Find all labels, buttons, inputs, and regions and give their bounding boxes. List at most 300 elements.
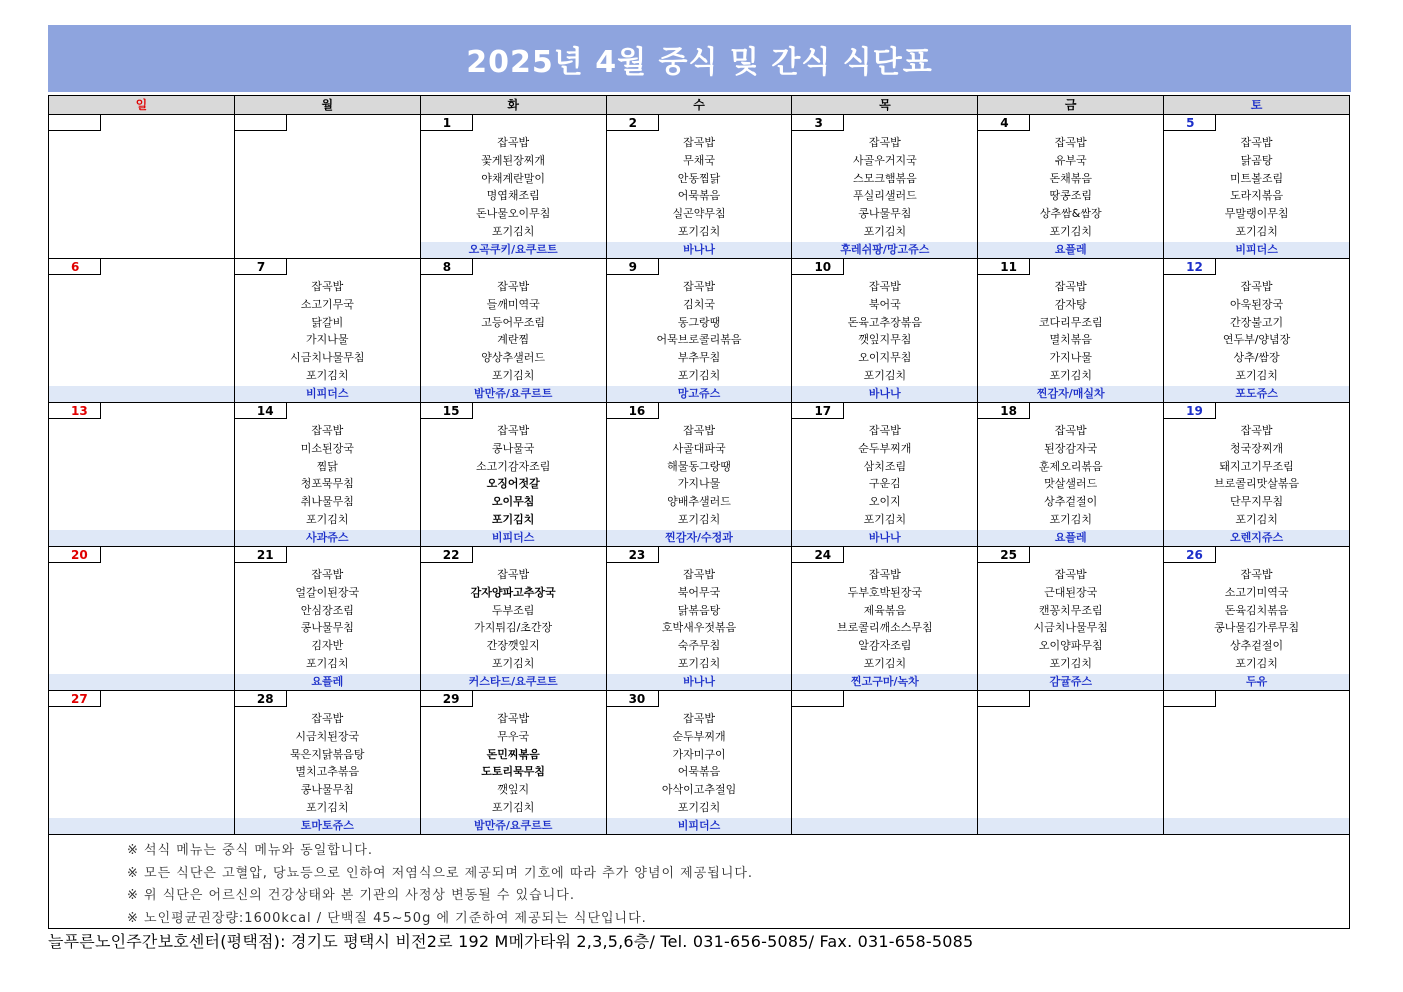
menu-item: 묵은지닭볶음탕	[290, 747, 365, 761]
day-number: 20	[49, 547, 101, 563]
menu-item: 청포묵무침	[300, 477, 354, 491]
menu-item: 포기김치	[677, 656, 721, 670]
weekday-label: 일	[49, 96, 235, 114]
menu-item: 훈제오리볶음	[1038, 459, 1103, 473]
menu-item: 무말랭이무침	[1224, 207, 1289, 221]
day-number: 18	[978, 403, 1030, 419]
menu-item: 브로콜리맛살볶음	[1214, 477, 1300, 491]
day-number	[1164, 691, 1216, 707]
menu-item: 잡곡밥	[868, 568, 901, 581]
menu-item: 돈채볶음	[1049, 171, 1092, 185]
menu-item: 포기김치	[677, 512, 721, 526]
menu-item: 깻잎지무침	[858, 333, 912, 347]
menu-item: 감자탕	[1054, 297, 1087, 311]
day-cell	[792, 691, 978, 834]
menu-item: 브로콜리깨소스무침	[837, 621, 933, 635]
menu-item: 소고기감자조림	[475, 459, 551, 473]
menu-list	[792, 422, 977, 529]
menu-list	[1164, 422, 1349, 529]
day-number: 24	[792, 547, 844, 563]
snack-item	[49, 530, 234, 546]
snack-item: 찐감자/수정과	[607, 530, 792, 546]
menu-item: 순두부찌개	[672, 729, 726, 743]
day-number: 5	[1164, 115, 1216, 131]
menu-item: 포기김치	[677, 368, 721, 382]
menu-item: 오이지	[868, 495, 901, 509]
menu-item: 잡곡밥	[683, 280, 715, 293]
menu-list	[235, 566, 420, 673]
menu-item: 북어무국	[677, 585, 721, 599]
menu-item: 시금치나물무침	[290, 351, 365, 365]
day-number: 10	[792, 259, 844, 275]
menu-item: 알감자조림	[858, 639, 912, 653]
menu-item: 소고기미역국	[1224, 585, 1289, 599]
menu-item: 멸치고추볶음	[295, 765, 360, 779]
menu-item: 간장불고기	[1230, 315, 1284, 329]
menu-item: 포기김치	[863, 656, 907, 670]
menu-item: 잡곡밥	[683, 712, 715, 725]
snack-item: 비피더스	[421, 530, 606, 546]
menu-list	[421, 134, 606, 241]
menu-item: 잡곡밥	[1054, 568, 1087, 581]
menu-list	[421, 710, 606, 817]
note-1: ※ 석식 메뉴는 중식 메뉴와 동일합니다.	[127, 843, 374, 858]
menu-item: 상추/쌈장	[1233, 351, 1280, 365]
menu-item: 포기김치	[491, 512, 535, 526]
day-number: 6	[49, 259, 101, 275]
menu-item: 순두부찌개	[858, 441, 912, 455]
menu-item: 단무지무침	[1230, 495, 1284, 509]
weekday-header	[49, 96, 1349, 115]
menu-item: 포기김치	[863, 224, 907, 238]
snack-item: 커스타드/요쿠르트	[421, 674, 606, 690]
snack-item: 밤만쥬/요쿠르트	[421, 818, 606, 834]
menu-item: 해물동그랑땡	[667, 459, 731, 473]
menu-item: 꽃게된장찌개	[481, 153, 546, 167]
menu-item: 삼치조림	[863, 459, 907, 473]
menu-item: 푸실리샐러드	[852, 189, 917, 203]
menu-list	[1164, 134, 1349, 241]
menu-item: 된장감자국	[1044, 441, 1098, 455]
day-cell	[1164, 259, 1349, 402]
menu-item: 양상추샐러드	[481, 351, 546, 365]
menu-item: 구운김	[868, 477, 901, 491]
menu-item: 어묵볶음	[677, 765, 721, 779]
menu-item: 잡곡밥	[311, 568, 344, 581]
day-cell	[421, 547, 607, 690]
week-row	[49, 403, 1349, 547]
day-cell	[978, 115, 1164, 258]
snack-item: 요플레	[235, 674, 420, 690]
snack-item: 포도쥬스	[1164, 386, 1349, 402]
menu-list	[978, 566, 1163, 673]
menu-item: 김치국	[683, 297, 715, 311]
day-number	[49, 115, 101, 131]
snack-item	[978, 818, 1163, 834]
note-3: ※ 위 식단은 어르신의 건강상태와 본 기관의 사정상 변동될 수 있습니다.	[127, 888, 575, 904]
menu-item: 포기김치	[1049, 512, 1092, 526]
snack-item: 감귤쥬스	[978, 674, 1163, 690]
menu-item: 호박새우젓볶음	[661, 621, 737, 635]
menu-item: 포기김치	[306, 368, 349, 382]
day-number: 30	[607, 691, 659, 707]
menu-item: 잡곡밥	[1054, 280, 1087, 293]
menu-item: 가지나물	[306, 333, 349, 347]
menu-list	[792, 134, 977, 241]
day-number: 15	[421, 403, 473, 419]
day-cell	[235, 115, 421, 258]
weekday-label: 화	[421, 96, 607, 114]
menu-item: 가지튀김/초간장	[474, 621, 553, 635]
day-number: 28	[235, 691, 287, 707]
weekday-label: 토	[1250, 98, 1263, 112]
menu-list	[1164, 278, 1349, 385]
menu-item: 김자반	[311, 639, 344, 653]
notes-section	[49, 838, 1349, 928]
snack-item: 바나나	[792, 530, 977, 546]
snack-item	[792, 818, 977, 834]
menu-item: 돼지고기무조림	[1219, 459, 1294, 473]
menu-item: 명엽채조림	[486, 189, 540, 203]
day-cell	[1164, 115, 1349, 258]
menu-item: 유부국	[1054, 153, 1087, 167]
day-cell	[421, 259, 607, 402]
day-cell	[978, 547, 1164, 690]
day-cell	[607, 115, 793, 258]
menu-item: 잡곡밥	[683, 424, 715, 437]
menu-item: 잡곡밥	[1240, 136, 1273, 149]
menu-list	[235, 278, 420, 385]
menu-item: 잡곡밥	[1240, 280, 1273, 293]
menu-item: 가자미구이	[672, 747, 726, 761]
day-number: 1	[421, 115, 473, 131]
menu-item: 돈민찌볶음	[486, 747, 540, 761]
day-number: 22	[421, 547, 473, 563]
menu-item: 아삭이고추절임	[661, 783, 737, 797]
day-number: 7	[235, 259, 287, 275]
footer-contact: 늘푸른노인주간보호센터(평택점): 경기도 평택시 비전2로 192 M메가타워 2,3,5,6층/ Tel. 031-656-5085/ Fax. 031-658-5085	[48, 932, 974, 951]
menu-item: 닭곰탕	[1240, 153, 1273, 167]
menu-item: 잡곡밥	[868, 280, 901, 293]
snack-item	[49, 818, 234, 834]
day-cell	[792, 547, 978, 690]
day-cell	[978, 259, 1164, 402]
menu-list	[607, 710, 792, 817]
menu-item: 맛살샐러드	[1044, 477, 1098, 491]
menu-item: 포기김치	[863, 512, 907, 526]
menu-item: 잡곡밥	[497, 712, 530, 725]
menu-item: 근대된장국	[1044, 585, 1098, 599]
day-cell	[792, 115, 978, 258]
menu-item: 도라지볶음	[1230, 189, 1284, 203]
day-number	[792, 691, 844, 707]
menu-list	[421, 278, 606, 385]
menu-item: 잡곡밥	[497, 424, 530, 437]
menu-item: 두부조림	[491, 603, 535, 617]
menu-item: 동그랑땡	[677, 315, 721, 329]
menu-item: 얼갈이된장국	[295, 585, 360, 599]
day-cell	[235, 259, 421, 402]
menu-item: 잡곡밥	[311, 280, 344, 293]
day-number	[235, 115, 287, 131]
menu-item: 포기김치	[1049, 224, 1092, 238]
note-2: ※ 모든 식단은 고혈압, 당뇨등으로 인하여 저염식으로 제공되며 기호에 따라 추가 양념이 제공됩니다.	[127, 865, 754, 881]
snack-item: 두유	[1164, 674, 1349, 690]
menu-item: 미소된장국	[300, 441, 354, 455]
day-cell	[235, 691, 421, 834]
menu-item: 잡곡밥	[683, 136, 715, 149]
day-number: 17	[792, 403, 844, 419]
snack-item: 비피더스	[607, 818, 792, 834]
menu-item: 포기김치	[677, 800, 721, 814]
week-row	[49, 691, 1349, 835]
note-4: ※ 노인평균권장량:1600kcal / 단백질 45~50g 에 기준하여 제공되는 식단입니다.	[127, 910, 647, 926]
menu-list	[235, 710, 420, 817]
menu-item: 제육볶음	[863, 603, 907, 617]
menu-item: 소고기무국	[300, 297, 354, 311]
week-row	[49, 115, 1349, 259]
snack-item: 찐감자/매실차	[978, 386, 1163, 402]
menu-item: 포기김치	[491, 800, 535, 814]
day-cell	[792, 403, 978, 546]
menu-item: 미트볼조림	[1230, 171, 1284, 185]
menu-item: 콩나물무침	[300, 621, 354, 635]
menu-item: 포기김치	[1049, 656, 1092, 670]
menu-item: 캔꽁치무조림	[1038, 603, 1103, 617]
menu-item: 감자양파고추장국	[470, 585, 556, 599]
menu-item: 돈나물오이무침	[475, 207, 551, 221]
menu-item: 어묵볶음	[677, 189, 721, 203]
menu-item: 연두부/양념장	[1222, 333, 1291, 347]
menu-item: 잡곡밥	[1240, 568, 1273, 581]
menu-item: 잡곡밥	[311, 712, 344, 725]
menu-item: 포기김치	[491, 224, 535, 238]
day-number: 12	[1164, 259, 1216, 275]
menu-list	[235, 422, 420, 529]
menu-item: 포기김치	[491, 368, 535, 382]
day-number	[978, 691, 1030, 707]
day-number: 26	[1164, 547, 1216, 563]
menu-item: 콩나물김가루무침	[1214, 621, 1300, 635]
snack-item: 오곡쿠키/요쿠르트	[421, 242, 606, 258]
day-cell	[607, 259, 793, 402]
menu-item: 오이무침	[491, 495, 535, 509]
menu-item: 땅콩조림	[1049, 189, 1092, 203]
menu-item: 아욱된장국	[1230, 297, 1284, 311]
calendar-weeks	[49, 115, 1349, 835]
menu-item: 스모크햄볶음	[852, 171, 917, 185]
weekday-label: 월	[235, 96, 421, 114]
day-number: 3	[792, 115, 844, 131]
day-number: 11	[978, 259, 1030, 275]
menu-item: 시금치된장국	[295, 729, 360, 743]
day-cell	[792, 259, 978, 402]
day-cell	[607, 403, 793, 546]
menu-item: 상추겉절이	[1230, 639, 1284, 653]
snack-item: 요플레	[978, 530, 1163, 546]
menu-list	[421, 566, 606, 673]
menu-item: 오이지무침	[858, 351, 912, 365]
day-number: 16	[607, 403, 659, 419]
menu-item: 멸치볶음	[1049, 333, 1092, 347]
weekday-label: 금	[978, 96, 1164, 114]
snack-item: 바나나	[607, 242, 792, 258]
day-cell	[49, 547, 235, 690]
menu-item: 어묵브로콜리볶음	[656, 333, 742, 347]
snack-item: 찐고구마/녹차	[792, 674, 977, 690]
snack-item: 망고쥬스	[607, 386, 792, 402]
menu-item: 시금치나물무침	[1033, 621, 1108, 635]
menu-item: 잡곡밥	[1054, 136, 1087, 149]
snack-item: 바나나	[607, 674, 792, 690]
menu-item: 잡곡밥	[497, 136, 530, 149]
snack-item	[49, 674, 234, 690]
menu-item: 안동찜닭	[677, 171, 721, 185]
menu-item: 부추무침	[677, 351, 721, 365]
menu-list	[607, 422, 792, 529]
menu-item: 포기김치	[677, 224, 721, 238]
menu-item: 포기김치	[1235, 512, 1278, 526]
menu-item: 계란찜	[497, 333, 530, 347]
day-cell	[421, 691, 607, 834]
menu-item: 잡곡밥	[311, 424, 344, 437]
day-cell	[607, 547, 793, 690]
day-number: 21	[235, 547, 287, 563]
snack-item: 요플레	[978, 242, 1163, 258]
menu-item: 닭갈비	[311, 315, 344, 329]
menu-list	[607, 278, 792, 385]
menu-item: 상추겉절이	[1044, 495, 1098, 509]
menu-list	[978, 278, 1163, 385]
menu-item: 깻잎지	[497, 783, 530, 797]
day-number: 29	[421, 691, 473, 707]
menu-item: 양배추샐러드	[667, 495, 731, 509]
menu-item: 닭볶음탕	[677, 603, 721, 617]
week-row	[49, 259, 1349, 403]
day-cell	[49, 691, 235, 834]
menu-item: 북어국	[868, 297, 901, 311]
day-cell	[1164, 691, 1349, 834]
day-number: 14	[235, 403, 287, 419]
menu-item: 잡곡밥	[497, 280, 530, 293]
week-row	[49, 547, 1349, 691]
day-cell	[49, 115, 235, 258]
menu-item: 콩나물국	[491, 441, 535, 455]
menu-item: 포기김치	[306, 656, 349, 670]
meal-calendar	[48, 95, 1350, 929]
menu-item: 오징어젓갈	[486, 477, 540, 491]
menu-item: 도토리묵무침	[481, 765, 546, 779]
menu-item: 콩나물무침	[300, 783, 354, 797]
menu-item: 무우국	[497, 729, 530, 743]
day-cell	[978, 403, 1164, 546]
menu-list	[607, 134, 792, 241]
snack-item: 바나나	[792, 386, 977, 402]
menu-item: 사골우거지국	[852, 153, 917, 167]
day-number: 25	[978, 547, 1030, 563]
day-cell	[1164, 403, 1349, 546]
menu-item: 안심장조림	[300, 603, 354, 617]
day-number: 4	[978, 115, 1030, 131]
menu-list	[792, 566, 977, 673]
menu-item: 야채계란말이	[481, 171, 546, 185]
menu-list	[1164, 566, 1349, 673]
menu-item: 들깨미역국	[486, 297, 540, 311]
menu-item: 가지나물	[677, 477, 721, 491]
snack-item	[49, 386, 234, 402]
menu-item: 콩나물무침	[858, 207, 912, 221]
menu-item: 포기김치	[1235, 368, 1278, 382]
page-title: 2025년 4월 중식 및 간식 식단표	[48, 25, 1351, 92]
snack-item: 비피더스	[235, 386, 420, 402]
menu-item: 포기김치	[306, 800, 349, 814]
day-cell	[607, 691, 793, 834]
day-number: 23	[607, 547, 659, 563]
menu-item: 잡곡밥	[868, 424, 901, 437]
menu-item: 간장깻잎지	[486, 639, 540, 653]
menu-list	[978, 422, 1163, 529]
day-number: 19	[1164, 403, 1216, 419]
day-cell	[235, 403, 421, 546]
menu-item: 고등어무조림	[481, 315, 546, 329]
day-number: 13	[49, 403, 101, 419]
day-cell	[421, 403, 607, 546]
day-cell	[978, 691, 1164, 834]
snack-item: 토마토쥬스	[235, 818, 420, 834]
day-cell	[49, 259, 235, 402]
snack-item	[1164, 818, 1349, 834]
menu-item: 숙주무침	[677, 639, 721, 653]
menu-list	[978, 134, 1163, 241]
weekday-label: 수	[607, 96, 793, 114]
menu-item: 잡곡밥	[497, 568, 530, 581]
day-cell	[1164, 547, 1349, 690]
menu-item: 무채국	[683, 153, 715, 167]
snack-item: 사과쥬스	[235, 530, 420, 546]
menu-item: 포기김치	[1235, 224, 1278, 238]
snack-item: 비피더스	[1164, 242, 1349, 258]
snack-item: 후레쉬팡/망고쥬스	[792, 242, 977, 258]
menu-item: 취나물무침	[300, 495, 354, 509]
day-cell	[421, 115, 607, 258]
menu-item: 실곤약무침	[672, 207, 726, 221]
menu-item: 포기김치	[1049, 368, 1092, 382]
menu-item: 잡곡밥	[683, 568, 715, 581]
menu-item: 청국장찌개	[1230, 441, 1284, 455]
day-number: 2	[607, 115, 659, 131]
menu-item: 돈육고추장볶음	[847, 315, 923, 329]
menu-item: 오이양파무침	[1038, 639, 1103, 653]
day-cell	[49, 403, 235, 546]
day-number: 27	[49, 691, 101, 707]
menu-item: 포기김치	[1235, 656, 1278, 670]
menu-item: 코다리무조림	[1038, 315, 1103, 329]
menu-item: 잡곡밥	[868, 136, 901, 149]
day-number: 9	[607, 259, 659, 275]
menu-item: 상추쌈&쌈장	[1039, 207, 1102, 221]
menu-item: 잡곡밥	[1240, 424, 1273, 437]
menu-item: 포기김치	[863, 368, 907, 382]
menu-item: 잡곡밥	[1054, 424, 1087, 437]
menu-item: 사골대파국	[672, 441, 726, 455]
menu-item: 돈육김치볶음	[1224, 603, 1289, 617]
snack-item: 오렌지쥬스	[1164, 530, 1349, 546]
snack-item: 밤만쥬/요쿠르트	[421, 386, 606, 402]
menu-item: 포기김치	[491, 656, 535, 670]
day-cell	[235, 547, 421, 690]
weekday-label: 목	[792, 96, 978, 114]
menu-list	[607, 566, 792, 673]
